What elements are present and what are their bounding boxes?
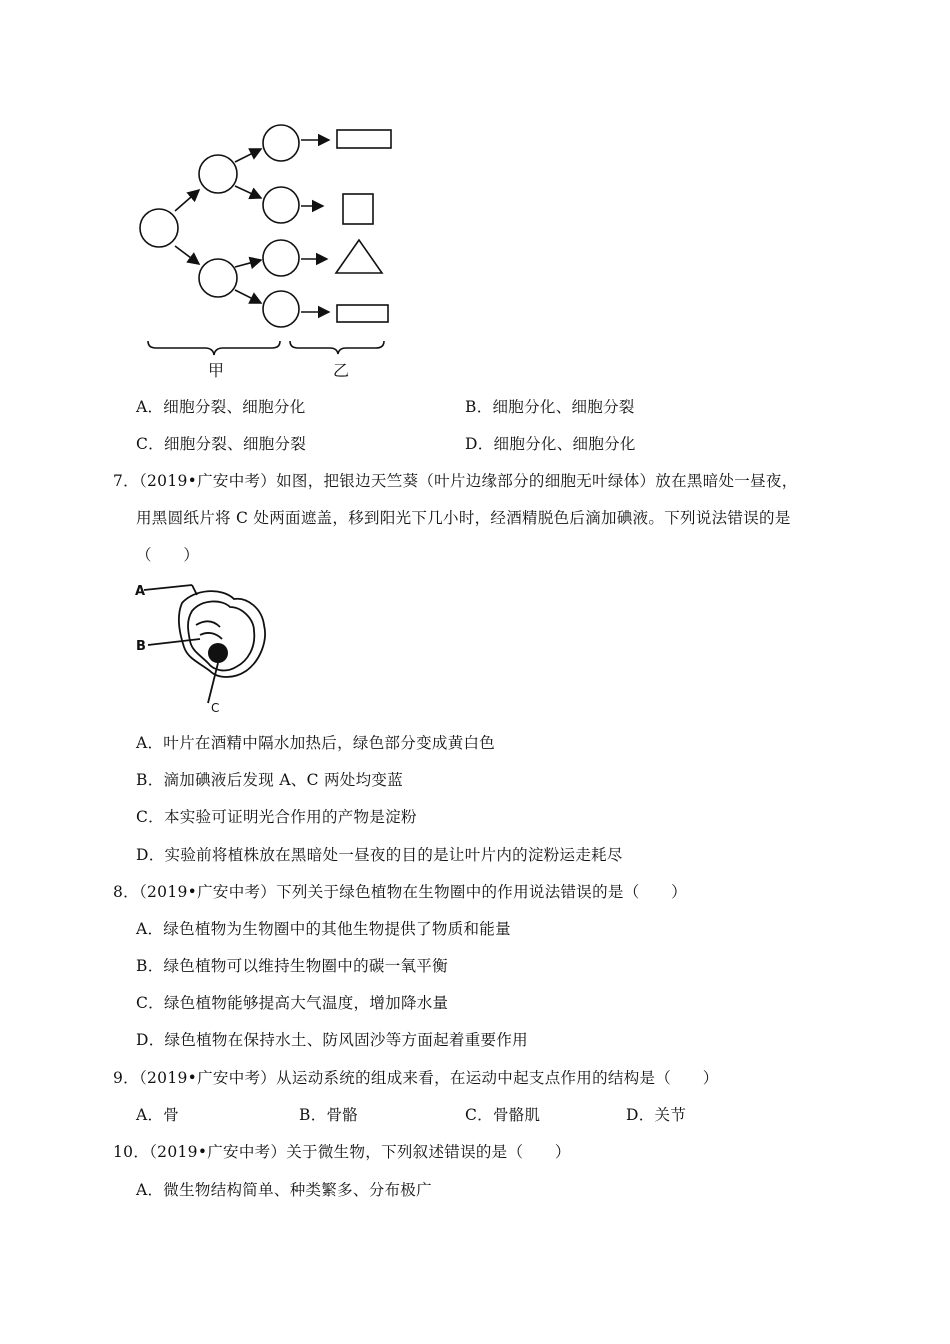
q8-option-a: A．绿色植物为生物圈中的其他生物提供了物质和能量 xyxy=(136,920,511,938)
tissue-square xyxy=(343,194,373,224)
cell-1 xyxy=(263,125,299,161)
cell-division-diagram xyxy=(130,110,410,385)
brace-jia xyxy=(148,341,280,355)
q8-option-b: B．绿色植物可以维持生物圈中的碳一氧平衡 xyxy=(136,957,448,975)
q8-option-c: C．绿色植物能够提高大气温度，增加降水量 xyxy=(136,994,449,1012)
leaf-experiment-figure xyxy=(130,575,280,715)
tissue-triangle xyxy=(336,240,382,273)
q9-stem: 9．（2019•广安中考）从运动系统的组成来看，在运动中起支点作用的结构是（ ） xyxy=(113,1069,719,1087)
label-yi: 乙 xyxy=(333,361,350,380)
q7-stem-line1: 7．（2019•广安中考）如图，把银边天竺葵（叶片边缘部分的细胞无叶绿体）放在黑暗处一昼夜， xyxy=(113,472,798,490)
q7-stem-line3: （ ） xyxy=(136,546,200,564)
cell-origin xyxy=(140,209,178,247)
cell-3 xyxy=(263,240,299,276)
q7-stem-line2: 用黑圆纸片将 C 处两面遮盖，移到阳光下几小时，经酒精脱色后滴加碘液。下列说法错误的是 xyxy=(136,509,791,527)
q9-option-d: D．关节 xyxy=(626,1106,687,1124)
q8-option-d: D．绿色植物在保持水土、防风固沙等方面起着重要作用 xyxy=(136,1031,528,1049)
q7-option-b: B．滴加碘液后发现 A、C 两处均变蓝 xyxy=(136,771,403,789)
q6-option-b: B．细胞分化、细胞分裂 xyxy=(465,398,635,416)
leaf-outline xyxy=(179,591,265,677)
fig-label-a: A xyxy=(135,584,146,599)
cell-2 xyxy=(263,187,299,223)
fig-label-c: C xyxy=(211,701,220,715)
q9-option-a: A．骨 xyxy=(136,1106,180,1124)
fig-label-b: B xyxy=(136,639,146,654)
q7-option-d: D．实验前将植株放在黑暗处一昼夜的目的是让叶片内的淀粉运走耗尽 xyxy=(136,846,623,864)
q6-option-a: A．细胞分裂、细胞分化 xyxy=(136,398,306,416)
tissue-rect-1 xyxy=(337,130,391,148)
label-jia: 甲 xyxy=(208,361,225,380)
cell-4 xyxy=(263,291,299,327)
q10-option-a: A．微生物结构简单、种类繁多、分布极广 xyxy=(136,1181,432,1199)
q7-option-a: A．叶片在酒精中隔水加热后，绿色部分变成黄白色 xyxy=(136,734,496,752)
q9-option-b: B．骨骼 xyxy=(299,1106,359,1124)
cell-lower xyxy=(199,259,237,297)
q6-option-d: D．细胞分化、细胞分化 xyxy=(465,435,636,453)
q8-stem: 8．（2019•广安中考）下列关于绿色植物在生物圈中的作用说法错误的是（ ） xyxy=(113,883,687,901)
q10-stem: 10．（2019•广安中考）关于微生物，下列叙述错误的是（ ） xyxy=(113,1143,571,1161)
cell-upper xyxy=(199,155,237,193)
q6-option-c: C．细胞分裂、细胞分裂 xyxy=(136,435,307,453)
q9-option-c: C．骨骼肌 xyxy=(465,1106,541,1124)
black-paper-disc xyxy=(208,643,228,663)
brace-yi xyxy=(290,341,384,354)
tissue-rect-2 xyxy=(337,305,388,322)
q7-option-c: C．本实验可证明光合作用的产物是淀粉 xyxy=(136,808,417,826)
